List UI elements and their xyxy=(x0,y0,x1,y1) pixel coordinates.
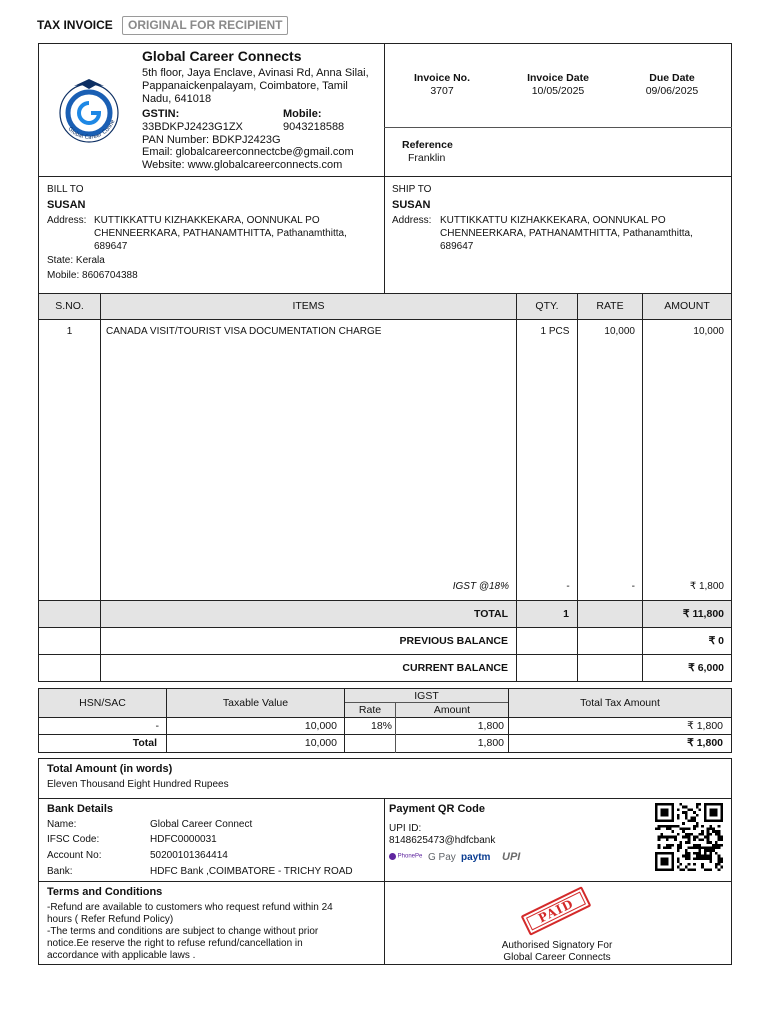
gpay-logo: G Pay xyxy=(428,852,456,863)
bill-to-mobile: Mobile: 8606704388 xyxy=(47,270,138,281)
igst-qty: - xyxy=(566,581,570,592)
bank-bank-value: HDFC Bank ,COIMBATORE - TRICHY ROAD xyxy=(150,866,353,877)
company-address-line-2: Pappanaickenpalayam, Coimbatore, Tamil xyxy=(142,80,348,92)
item-rate: 10,000 xyxy=(604,326,635,337)
previous-balance-amount: ₹ 0 xyxy=(708,635,724,647)
company-email: Email: globalcareerconnectcbe@gmail.com xyxy=(142,146,354,158)
bank-details-label: Bank Details xyxy=(47,803,114,815)
paid-stamp-text: PAID xyxy=(536,896,576,926)
ship-to-label: SHIP TO xyxy=(392,184,432,195)
bill-to-address-line-2: CHENNEERKARA, PATHANAMTHITTA, Pathanamthitta, xyxy=(94,228,347,239)
tax-header-taxable: Taxable Value xyxy=(222,697,289,709)
previous-balance-label: PREVIOUS BALANCE xyxy=(399,635,508,647)
bank-ifsc-label: IFSC Code: xyxy=(47,834,100,845)
reference-value: Franklin xyxy=(408,152,446,164)
col-header-items: ITEMS xyxy=(292,300,325,312)
bank-account-label: Account No: xyxy=(47,850,102,861)
signatory-line-2: Global Career Connects xyxy=(503,952,611,963)
gstin-label: GSTIN: xyxy=(142,108,180,120)
mobile-value: 9043218588 xyxy=(283,121,345,133)
upi-id-label: UPI ID: xyxy=(389,823,422,834)
col-header-amount: AMOUNT xyxy=(664,300,710,312)
bill-to-state: State: Kerala xyxy=(47,255,105,266)
invoice-date: 10/05/2025 xyxy=(531,85,585,97)
signatory-line-1: Authorised Signatory For xyxy=(501,940,613,951)
total-qty: 1 xyxy=(563,608,569,620)
item-amount: 10,000 xyxy=(693,326,724,337)
tax-row-hsn: - xyxy=(155,720,159,732)
current-balance-amount: ₹ 6,000 xyxy=(688,662,724,674)
bank-name-label: Name: xyxy=(47,819,77,830)
bank-account-value: 50200101364414 xyxy=(150,850,228,861)
ship-to-address-line-2: CHENNEERKARA, PATHANAMTHITTA, Pathanamthitta, xyxy=(440,228,693,239)
igst-rate: - xyxy=(631,581,635,592)
gstin-value: 33BDKPJ2423G1ZX xyxy=(142,121,243,133)
ship-to-address-line-1: KUTTIKKATTU KIZHAKKEKARA, OONNUKAL PO xyxy=(440,215,666,226)
paytm-logo: paytm xyxy=(461,852,491,863)
total-label: TOTAL xyxy=(473,608,508,620)
amount-words-value: Eleven Thousand Eight Hundred Rupees xyxy=(47,779,229,790)
payment-qr-code xyxy=(655,803,723,871)
terms-label: Terms and Conditions xyxy=(47,886,163,898)
ship-to-name: SUSAN xyxy=(392,199,431,211)
tax-header-amount: Amount xyxy=(433,704,471,716)
terms-line-1: -Refund are available to customers who request refund within 24 xyxy=(47,902,333,913)
upi-logo: UPI xyxy=(502,851,521,863)
tax-total-amount: 1,800 xyxy=(477,737,504,749)
due-date: 09/06/2025 xyxy=(645,85,699,97)
terms-line-4: notice.Ee reserve the right to refuse refund/cancellation in xyxy=(47,938,303,949)
bank-name-value: Global Career Connect xyxy=(150,819,253,830)
current-balance-label: CURRENT BALANCE xyxy=(402,662,508,674)
copy-tag: ORIGINAL FOR RECIPIENT xyxy=(122,16,288,35)
mobile-label: Mobile: xyxy=(283,108,322,120)
tax-total-label: Total xyxy=(132,737,157,749)
bank-bank-label: Bank: xyxy=(47,866,73,877)
ship-to-address-label: Address: xyxy=(392,215,432,226)
payment-qr-label: Payment QR Code xyxy=(389,803,485,815)
col-header-rate: RATE xyxy=(596,300,624,312)
logo-text: Global Career Conne xyxy=(66,119,117,141)
due-date-label: Due Date xyxy=(649,72,695,84)
company-website: Website: www.globalcareerconnects.com xyxy=(142,159,343,171)
invoice-date-label: Invoice Date xyxy=(527,72,589,84)
tax-header-total-tax: Total Tax Amount xyxy=(580,697,660,709)
tax-total-total-tax: ₹ 1,800 xyxy=(687,737,723,749)
tax-row-total-tax: ₹ 1,800 xyxy=(687,720,723,732)
amount-words-label: Total Amount (in words) xyxy=(47,763,173,775)
col-header-qty: QTY. xyxy=(535,300,559,312)
item-description: CANADA VISIT/TOURIST VISA DOCUMENTATION CHARGE xyxy=(106,326,382,337)
bill-to-address-line-3: 689647 xyxy=(94,241,128,252)
item-sno: 1 xyxy=(66,326,73,337)
tax-total-taxable: 10,000 xyxy=(304,737,337,749)
bill-to-name: SUSAN xyxy=(47,199,86,211)
tax-header-igst: IGST xyxy=(414,690,439,702)
bill-to-label: BILL TO xyxy=(47,184,84,195)
company-name: Global Career Connects xyxy=(142,48,302,64)
upi-id-value: 8148625473@hdfcbank xyxy=(389,835,496,846)
invoice-no: 3707 xyxy=(430,85,454,97)
col-header-sno: S.NO. xyxy=(55,300,84,312)
invoice-no-label: Invoice No. xyxy=(413,72,470,84)
ship-to-address-line-3: 689647 xyxy=(440,241,474,252)
company-address-line-1: 5th floor, Jaya Enclave, Avinasi Rd, Anna Silai, xyxy=(142,67,369,79)
terms-line-5: accordance with applicable laws . xyxy=(47,950,196,961)
bank-ifsc-value: HDFC0000031 xyxy=(150,834,217,845)
item-qty: 1 PCS xyxy=(540,326,570,337)
bill-to-address-line-1: KUTTIKKATTU KIZHAKKEKARA, OONNUKAL PO xyxy=(94,215,320,226)
total-amount: ₹ 11,800 xyxy=(682,608,724,620)
terms-line-3: -The terms and conditions are subject to change without prior xyxy=(47,926,319,937)
phonepe-logo: PhonePe xyxy=(389,853,422,860)
company-address-line-3: Nadu, 641018 xyxy=(142,93,212,105)
tax-header-rate: Rate xyxy=(358,704,382,716)
igst-label: IGST @18% xyxy=(452,581,509,592)
company-logo xyxy=(52,70,126,144)
tax-header-hsn: HSN/SAC xyxy=(79,697,126,709)
igst-amount: ₹ 1,800 xyxy=(689,581,724,592)
tax-row-amount: 1,800 xyxy=(477,720,504,732)
reference-label: Reference xyxy=(402,139,453,151)
tax-row-rate: 18% xyxy=(370,720,392,732)
terms-line-2: hours ( Refer Refund Policy) xyxy=(47,914,174,925)
pan-number: PAN Number: BDKPJ2423G xyxy=(142,134,281,146)
tax-row-taxable: 10,000 xyxy=(304,720,337,732)
document-title: TAX INVOICE xyxy=(37,18,113,32)
bill-to-address-label: Address: xyxy=(47,215,87,226)
